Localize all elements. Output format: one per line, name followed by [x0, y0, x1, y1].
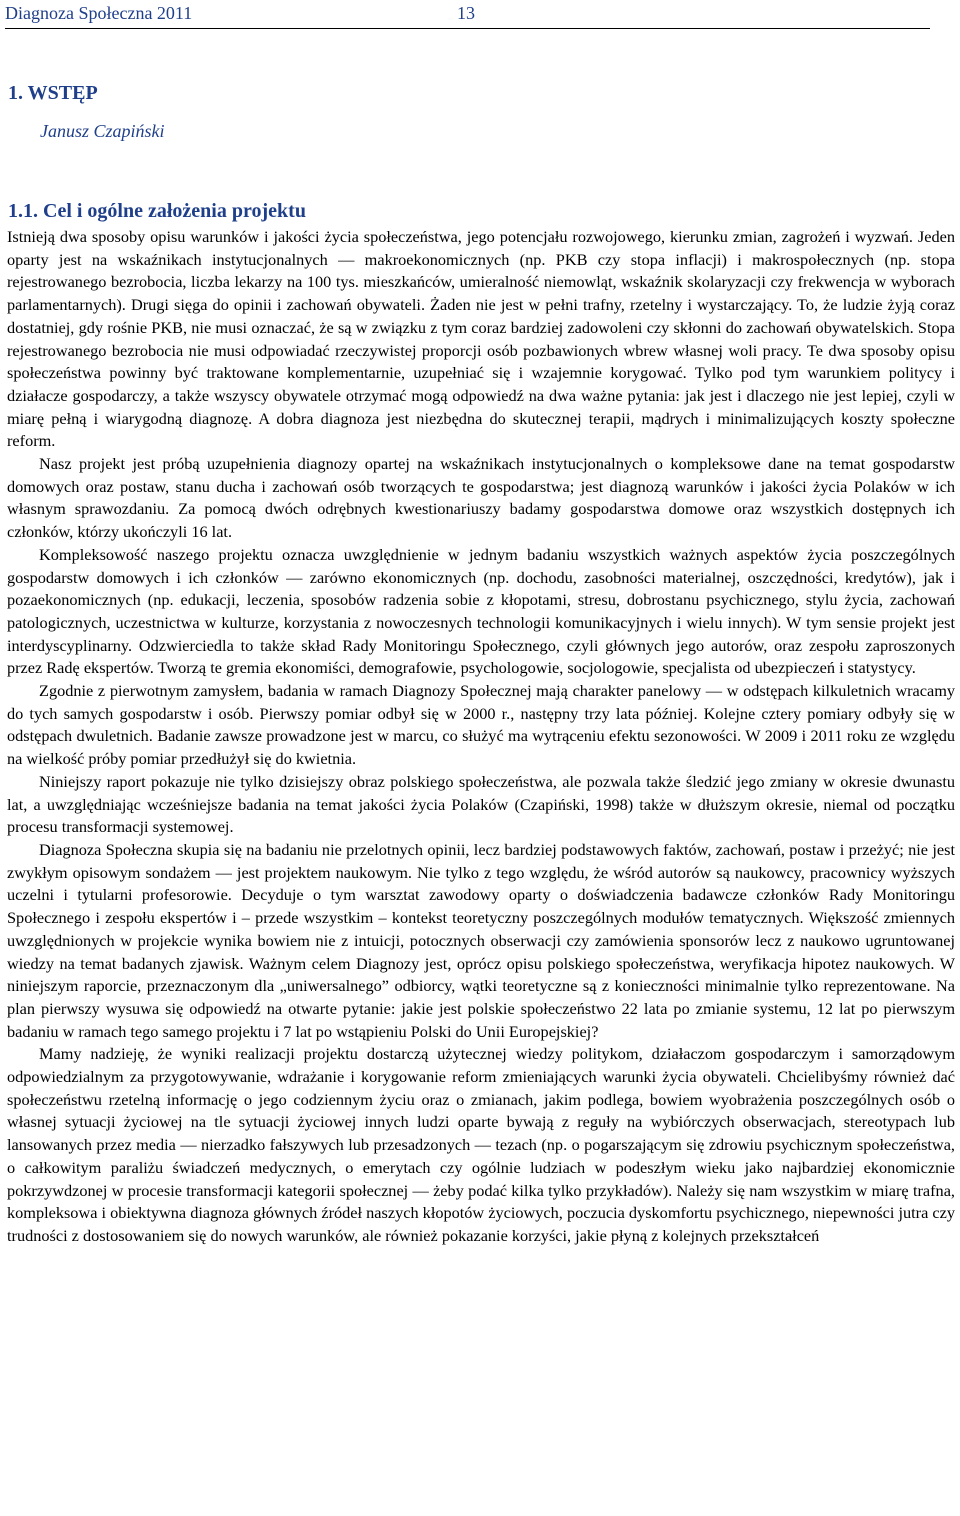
paragraph: Mamy nadzieję, że wyniki realizacji projektu dostarczą użytecznej wiedzy politykom, działaczom gospodarczym i samorządowym odpowiedzialnym za przygotowywanie, wdrażanie i korygowanie reform zmieniających warunki życia obywateli. Chcielibyśmy również dać społeczeństwu rzetelną informację o jego codziennym życiu oraz o zmianach, jakim podlega, bowiem wyobrażenia poszczególnych osób o własnej sytuacji życiowej na tle sytuacji życiowej innych ludzi oparte bywają z reguły na wybiórczych obserwacjach, stereotypach lub lansowanych przez media — nierzadko fałszywych lub przesadzonych — tezach (np. o pogarszającym się zdrowiu psychicznym społeczeństwa, o całkowitym paraliżu świadczeń medycznych, o emerytach czy ogólnie ludziach w podeszłym wieku jako najbardziej ekonomicznie pokrzywdzonej w procesie transformacji kategorii społecznej — żeby podać kilka tylko przykładów). Należy się nam wszystkim w miarę trafna, kompleksowa i obiektywna diagnoza głównych źródeł naszych kłopotów życiowych, poczucia dyskomfortu psychicznego, niepewności jutra czy trudności z dostosowaniem się do nowych warunków, ale również pokazanie korzyści, jakie płyną z kolejnych przekształceń: [7, 1044, 955, 1245]
body-text: [7, 226, 955, 1248]
paragraph: Niniejszy raport pokazuje nie tylko dzisiejszy obraz polskiego społeczeństwa, ale pozwala także śledzić jego zmiany w okresie dwunastu lat, a uwzględniając wcześniejsze badania na temat jakości życia Polaków (Czapiński, 1998) także w dłuższym okresie, niemal od początku procesu transformacji systemowej.: [7, 771, 955, 837]
paragraph: Kompleksowość naszego projektu oznacza uwzględnienie w jednym badaniu wszystkich ważnych aspektów życia poszczególnych gospodarstw domowych i ich członków — zarówno ekonomicznych (np. dochodu, zasobności materialnej, oszczędności, kredytów), jak i pozaekonomicznych (np. edukacji, leczenia, sposobów radzenia sobie z kłopotami, stresu, dobrostanu psychicznego, stylu życia, zachowań patologicznych, uczestnictwa w kulturze, korzystania z nowoczesnych technologii komunikacyjnych i wielu innych). W tym sensie projekt jest interdyscyplinarny. Odzwierciedla to także skład Rady Monitoringu Społecznego, czyli głównych jego autorów, oraz zespołu zaproszonych przez Radę ekspertów. Tworzą te gremia ekonomiści, demografowie, psychologowie, socjologowie, specjalista od ubezpieczeń i statystycy.: [7, 544, 955, 678]
chapter-author: Janusz Czapiński: [40, 121, 165, 141]
section-number: 1.1.: [8, 200, 38, 222]
paragraph: Zgodnie z pierwotnym zamysłem, badania w ramach Diagnozy Społecznej mają charakter panelowy — w odstępach kilkuletnich wracamy do tych samych gospodarstw i osób. Pierwszy pomiar odbył się w 2000 r., następny trzy lata później. Kolejne cztery pomiary odbyły się w odstępach dwuletnich. Badanie zawsze prowadzone jest w marcu, co służyć ma wytrąceniu efektu sezonowości. W 2009 i 2011 roku ze względu na wielkość próby pomiar przedłużył się do kwietnia.: [7, 681, 955, 769]
running-header: [5, 2, 930, 29]
chapter-title: WSTĘP: [27, 82, 98, 104]
paragraph: Diagnoza Społeczna skupia się na badaniu nie przelotnych opinii, lecz bardziej podstawowych faktów, zachowań, postaw i przeżyć; nie jest zwykłym opisowym sondażem — jest projektem naukowym. Nie tylko z tego względu, że wśród autorów są naukowcy, pracownicy wyższych uczelni i tytularni profesorowie. Decyduje o tym warsztat zawodowy oparty o doświadczenia badawcze członków Rady Monitoringu Społecznego i zespołu ekspertów i – przede wszystkim – kontekst teoretyczny poszczególnych modułów tematycznych. Większość zmiennych uwzględnionych w projekcie wynika bowiem nie z intuicji, potocznych obserwacji czy zamówienia sponsorów lecz z naukowo ugruntowanej wiedzy na temat badanych zjawisk. Ważnym celem Diagnozy jest, oprócz opisu polskiego społeczeństwa, weryfikacja hipotez naukowych. W niniejszym raporcie, przeznaczonym dla „uniwersalnego” odbiorcy, wątki teoretyczne są z konieczności minimalnie tylko reprezentowane. Na plan pierwszy wysuwa się odpowiedź na otwarte pytanie: jakie jest polskie społeczeństwo 22 lata po zmianie systemu, 12 lat po pierwszym badaniu w ramach tego samego projektu i 7 lat po wstąpieniu Polski do Unii Europejskiej?: [7, 839, 955, 1041]
paragraph: Istnieją dwa sposoby opisu warunków i jakości życia społeczeństwa, jego potencjału rozwojowego, kierunku zmian, zagrożeń i wyzwań. Jeden oparty jest na wskaźnikach instytucjonalnych — makroekonomicznych (np. PKB czy stopa inflacji) i makrospołecznych (np. stopa rejestrowanego bezrobocia, liczba lekarzy na 100 tys. mieszkańców, umieralność niemowląt, wskaźnik skolaryzacji czy frekwencja w wyborach parlamentarnych). Drugi sięga do opinii i zachowań obywateli. Żaden nie jest w pełni trafny, rzetelny i wystarczający. To, że ludzie żyją coraz dostatniej, gdy rośnie PKB, nie musi oznaczać, że są w związku z tym coraz bardziej zadowoleni czy skłonni do zachowań obywatelskich. Stopa rejestrowanego bezrobocia nie musi odpowiadać rzeczywistej proporcji osób pozbawionych wbrew własnej woli pracy. Te dwa sposoby opisu społeczeństwa powinny być traktowane komplementarnie, uzupełniać się i wzajemnie korygować. Tylko pod tym warunkiem politycy i działacze gospodarczy, a także wszyscy obywatele otrzymać mogą odpowiedź na dwa ważne pytania: jak jest i dlaczego nie jest lepiej, czyli w miarę pełną i wiarygodną diagnozę. A dobra diagnoza jest niezbędna do skutecznej terapii, mądrych i minimalizujących koszty społeczne reform.: [7, 227, 955, 451]
paragraph: Nasz projekt jest próbą uzupełnienia diagnozy opartej na wskaźnikach instytucjonalnych o kompleksowe dane na temat gospodarstw domowych oraz postaw, stanu ducha i zachowań osób tworzących te gospodarstwa; jest diagnozą warunków i jakości życia Polaków w ich własnym sprawozdaniu. Za pomocą dwóch odrębnych kwestionariuszy badamy gospodarstwa domowe oraz wszystkich dostępnych ich członków, którzy ukończyli 16 lat.: [7, 454, 955, 542]
chapter-heading: [8, 82, 98, 105]
chapter-number: 1.: [8, 82, 23, 104]
section-heading: [8, 200, 306, 223]
page-number: 13: [457, 3, 475, 23]
header-title: Diagnoza Społeczna 2011: [5, 3, 193, 23]
section-title: Cel i ogólne założenia projektu: [43, 200, 306, 222]
